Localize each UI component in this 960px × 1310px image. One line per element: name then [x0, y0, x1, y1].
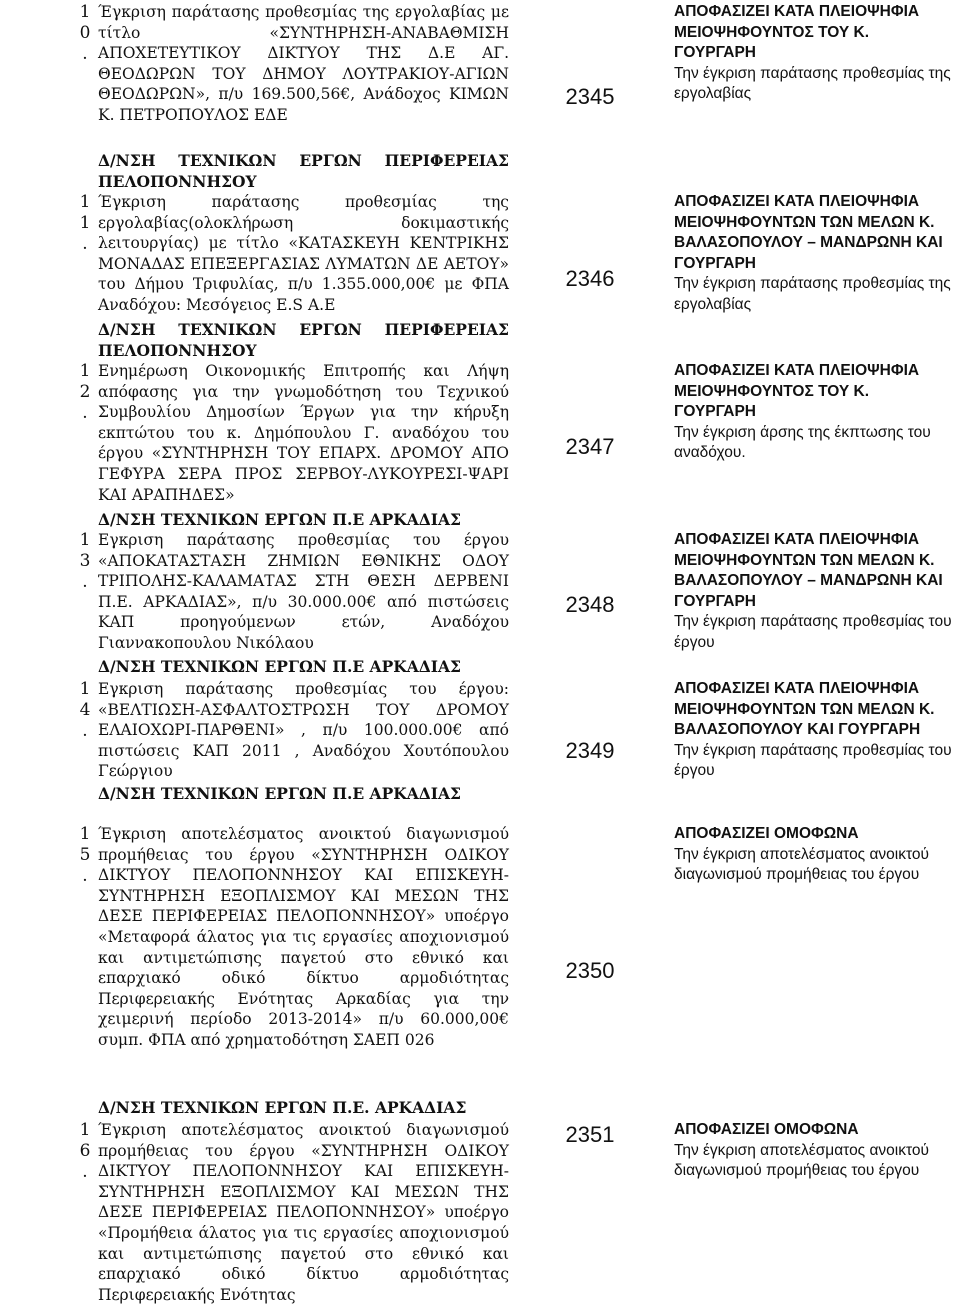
item-text: Ενημέρωση Οικονομικής Επιτροπής και Λήψη απόφασης για την γνωμοδότηση του Τεχνικού Συμβουλίου Δημοσίων Έργων για την κήρυξη εκπτώτου του κ. Δημόπουλου Γ. αναδόχου του έργου «ΣΥΝΤΗΡΗΣΗ ΤΟΥ ΕΠΑΡΧ. ΔΡΟΜΟΥ ΑΠΟ ΓΕΦΥΡΑ ΣΕΡΑ ΠΡΟΣ ΣΕΡΒΟΥ-ΛΥΚΟΥΡΕΣΙ-ΨΑΡΙ ΚΑΙ ΑΡΑΠΗΔΕΣ»: [98, 362, 509, 504]
item-number-digit: 1: [79, 824, 91, 844]
decision-body: Την έγκριση παράτασης προθεσμίας της εργολαβίας: [674, 275, 951, 313]
department-heading: [98, 657, 509, 678]
item-number-digit: 5: [79, 845, 91, 865]
decision-text: [674, 1120, 954, 1182]
decision-number: 2346: [565, 266, 615, 291]
decision-verdict: ΑΠΟΦΑΣΙΖΕΙ ΟΜΟΦΩΝΑ: [674, 1121, 859, 1138]
item-number: [78, 824, 92, 887]
item-number-digit: 1: [79, 2, 91, 22]
item-number-dot: .: [82, 403, 88, 423]
item-number: [78, 2, 92, 65]
item-number-digit: 1: [79, 1120, 91, 1140]
decision-number: 2350: [565, 958, 615, 983]
item-number-digit: 2: [79, 382, 91, 402]
decision-text: [674, 192, 954, 316]
item-number-digit: 1: [79, 213, 91, 233]
item-number: [78, 679, 92, 742]
item-number: [78, 192, 92, 255]
decision-number: 2348: [565, 592, 615, 617]
decision-verdict: ΑΠΟΦΑΣΙΖΕΙ ΚΑΤΑ ΠΛΕΙΟΨΗΦΙΑ ΜΕΙΟΨΗΦΟΥΝΤΩΝ ΤΩΝ ΜΕΛΩΝ Κ. ΒΑΛΑΣΟΠΟΥΛΟΥ ΚΑΙ ΓΟΥΡΓΑΡΗ: [674, 680, 935, 739]
decision-verdict: ΑΠΟΦΑΣΙΖΕΙ ΟΜΟΦΩΝΑ: [674, 825, 859, 842]
decision-body: Την έγκριση αποτελέσματος ανοικτού διαγωνισμού προμήθειας του έργου: [674, 1141, 929, 1180]
item-number-digit: 1: [79, 192, 91, 212]
decision-number: 2351: [565, 1122, 615, 1147]
decision-verdict: ΑΠΟΦΑΣΙΖΕΙ ΚΑΤΑ ΠΛΕΙΟΨΗΦΙΑ ΜΕΙΟΨΗΦΟΥΝΤΩΝ ΤΩΝ ΜΕΛΩΝ Κ. ΒΑΛΑΣΟΠΟΥΛΟΥ – ΜΑΝΔΡΩΝΗ ΚΑΙ ΓΟΥΡΓΑΡΗ: [674, 531, 943, 610]
item-number-digit: 4: [79, 700, 91, 720]
item-text: Έγκριση παράτασης προθεσμίας της εργολαβίας με τίτλο «ΣΥΝΤΗΡΗΣΗ-ΑΝΑΒΑΘΜΙΣΗ ΑΠΟΧΕΤΕΥΤΙΚΟΥ ΔΙΚΤΥΟΥ ΤΗΣ Δ.Ε ΑΓ. ΘΕΟΔΩΡΩΝ ΤΟΥ ΔΗΜΟΥ ΛΟΥΤΡΑΚΙΟΥ-ΑΓΙΩΝ ΘΕΟΔΩΡΩΝ», π/υ 169.500,56€, Ανάδοχος ΚΙΜΩΝ Κ. ΠΕΤΡΟΠΟΥΛΟΣ ΕΔΕ: [98, 3, 509, 124]
item-text: Εγκριση παράτασης προθεσμίας του έργου «ΑΠΟΚΑΤΑΣΤΑΣΗ ΖΗΜΙΩΝ ΕΘΝΙΚΗΣ ΟΔΟΥ ΤΡΙΠΟΛΗΣ-ΚΑΛΑΜΑΤΑΣ ΣΤΗ ΘΕΣΗ ΔΕΡΒΕΝΙ Π.Ε. ΑΡΚΑΔΙΑΣ», π/υ 30.000.00€ από πιστώσεις ΚΑΠ προηγούμενων ετών, Αναδόχου Γιαννακοπουλου Νικόλαου: [98, 531, 509, 652]
department-name: Δ/ΝΣΗ ΤΕΧΝΙΚΩΝ ΕΡΓΩΝ ΠΕΡΙΦΕΡΕΙΑΣ ΠΕΛΟΠΟΝΝΗΣΟΥ: [98, 320, 509, 360]
decision-text: [674, 361, 954, 464]
decision-number: 2345: [565, 84, 615, 109]
item-description: [98, 192, 509, 316]
item-text: Έγκριση αποτελέσματος ανοικτού διαγωνισμού προμήθειας του έργου «ΣΥΝΤΗΡΗΣΗ ΟΔΙΚΟΥ ΔΙΚΤΥΟΥ ΠΕΛΟΠΟΝΝΗΣΟΥ ΚΑΙ ΕΠΙΣΚΕΥΗ-ΣΥΝΤΗΡΗΣΗ ΕΞΟΠΛΙΣΜΟΥ ΚΑΙ ΜΕΣΩΝ ΤΗΣ ΔΕΣΕ ΠΕΡΙΦΕΡΕΙΑΣ ΠΕΛΟΠΟΝΝΗΣΟΥ» υποέργο «Προμήθεια άλατος για τις εργασίες αποχιονισμού και αντιμετώπισης παγετού στο εθνικό και επαρχιακό οδικό δίκτυο αρμοδιότητας Περιφερειακής Ενότητας: [98, 1121, 509, 1304]
item-number-dot: .: [82, 234, 88, 254]
item-text: Έγκριση παράτασης προθεσμίας της εργολαβίας(ολοκλήρωση δοκιμαστικής λειτουργίας) με τίτλο «ΚΑΤΑΣΚΕΥΗ ΚΕΝΤΡΙΚΗΣ ΜΟΝΑΔΑΣ ΕΠΕΞΕΡΓΑΣΙΑΣ ΛΥΜΑΤΩΝ ΔΕ ΑΕΤΟΥ» του Δήμου Τριφυλίας, π/υ 1.355.000,00€ με ΦΠΑ Αναδόχου: Μεσόγειος E.S A.E: [98, 193, 509, 314]
decision-body: Την έγκριση παράτασης προθεσμίας του έργου: [674, 741, 952, 780]
department-name: Δ/ΝΣΗ ΤΕΧΝΙΚΩΝ ΕΡΓΩΝ Π.Ε ΑΡΚΑΔΙΑΣ: [98, 784, 462, 803]
item-number-dot: .: [82, 866, 88, 886]
decision-verdict: ΑΠΟΦΑΣΙΖΕΙ ΚΑΤΑ ΠΛΕΙΟΨΗΦΙΑ ΜΕΙΟΨΗΦΟΥΝΤΩΝ ΤΩΝ ΜΕΛΩΝ Κ. ΒΑΛΑΣΟΠΟΥΛΟΥ – ΜΑΝΔΡΩΝΗ ΚΑΙ ΓΟΥΡΓΑΡΗ: [674, 193, 943, 272]
department-name: Δ/ΝΣΗ ΤΕΧΝΙΚΩΝ ΕΡΓΩΝ Π.Ε. ΑΡΚΑΔΙΑΣ: [98, 1098, 467, 1117]
item-text: Έγκριση αποτελέσματος ανοικτού διαγωνισμού προμήθειας του έργου «ΣΥΝΤΗΡΗΣΗ ΟΔΙΚΟΥ ΔΙΚΤΥΟΥ ΠΕΛΟΠΟΝΝΗΣΟΥ ΚΑΙ ΕΠΙΣΚΕΥΗ-ΣΥΝΤΗΡΗΣΗ ΕΞΟΠΛΙΣΜΟΥ ΚΑΙ ΜΕΣΩΝ ΤΗΣ ΔΕΣΕ ΠΕΡΙΦΕΡΕΙΑΣ ΠΕΛΟΠΟΝΝΗΣΟΥ» υποέργο «Μεταφορά άλατος για τις εργασίες αποχιονισμού και αντιμετώπισης παγετού στο εθνικό και επαρχιακό οδικό δίκτυο αρμοδιότητας Περιφερειακής Ενότητας Αρκαδίας για την χειμερινή περίοδο 2013-2014» π/υ 60.000,00€ συμπ. ΦΠΑ από χρηματοδότηση ΣΑΕΠ 026: [98, 825, 509, 1049]
item-number-digit: 1: [79, 679, 91, 699]
department-heading: [98, 784, 509, 805]
department-name: Δ/ΝΣΗ ΤΕΧΝΙΚΩΝ ΕΡΓΩΝ ΠΕΡΙΦΕΡΕΙΑΣ ΠΕΛΟΠΟΝΝΗΣΟΥ: [98, 151, 509, 191]
item-number-digit: 0: [79, 23, 91, 43]
item-number: [78, 1120, 92, 1183]
item-number: [78, 361, 92, 424]
decision-number: 2347: [565, 434, 615, 459]
item-description: [98, 824, 509, 1051]
item-text: Εγκριση παράτασης προθεσμίας του έργου: «ΒΕΛΤΙΩΣΗ-ΑΣΦΑΛΤΟΣΤΡΩΣΗ ΤΟΥ ΔΡΟΜΟΥ ΕΛΑΙΟΧΩΡΙ-ΠΑΡΘΕΝΙ» , π/υ 100.000.00€ από πιστώσεις ΚΑΠ 2011 , Αναδόχου Χουτόπουλου Γεώργιου: [98, 680, 509, 781]
department-heading: [98, 151, 509, 192]
item-number: [78, 530, 92, 593]
decision-body: Την έγκριση παράτασης προθεσμίας της εργολαβίας: [674, 64, 951, 103]
department-heading: [98, 320, 509, 361]
department-name: Δ/ΝΣΗ ΤΕΧΝΙΚΩΝ ΕΡΓΩΝ Π.Ε ΑΡΚΑΔΙΑΣ: [98, 510, 462, 529]
decision-text: [674, 2, 954, 105]
decision-body: Την έγκριση παράτασης προθεσμίας του έργου: [674, 613, 952, 651]
item-description: [98, 1120, 509, 1305]
item-number-dot: .: [82, 44, 88, 64]
item-description: [98, 2, 509, 126]
decision-text: [674, 530, 954, 654]
item-number-dot: .: [82, 572, 88, 592]
item-number-digit: 1: [79, 361, 91, 381]
item-number-digit: 6: [79, 1141, 91, 1161]
item-description: [98, 679, 509, 782]
decision-body: Την έγκριση αποτελέσματος ανοικτού διαγωνισμού προμήθειας του έργου: [674, 845, 929, 884]
decision-text: [674, 824, 954, 886]
decision-verdict: ΑΠΟΦΑΣΙΖΕΙ ΚΑΤΑ ΠΛΕΙΟΨΗΦΙΑ ΜΕΙΟΨΗΦΟΥΝΤΟΣ ΤΟΥ Κ. ΓΟΥΡΓΑΡΗ: [674, 3, 920, 62]
decision-number: 2349: [565, 738, 615, 763]
department-heading: [98, 510, 509, 531]
department-name: Δ/ΝΣΗ ΤΕΧΝΙΚΩΝ ΕΡΓΩΝ Π.Ε ΑΡΚΑΔΙΑΣ: [98, 657, 462, 676]
decision-verdict: ΑΠΟΦΑΣΙΖΕΙ ΚΑΤΑ ΠΛΕΙΟΨΗΦΙΑ ΜΕΙΟΨΗΦΟΥΝΤΟΣ ΤΟΥ Κ. ΓΟΥΡΓΑΡΗ: [674, 362, 920, 421]
department-heading: [98, 1098, 509, 1119]
decision-text: [674, 679, 954, 782]
item-number-dot: .: [82, 721, 88, 741]
item-number-dot: .: [82, 1162, 88, 1182]
decision-body: Την έγκριση άρσης της έκπτωσης του αναδόχου.: [674, 423, 931, 462]
item-description: [98, 361, 509, 505]
item-number-digit: 3: [79, 551, 91, 571]
item-description: [98, 530, 509, 654]
item-number-digit: 1: [79, 530, 91, 550]
